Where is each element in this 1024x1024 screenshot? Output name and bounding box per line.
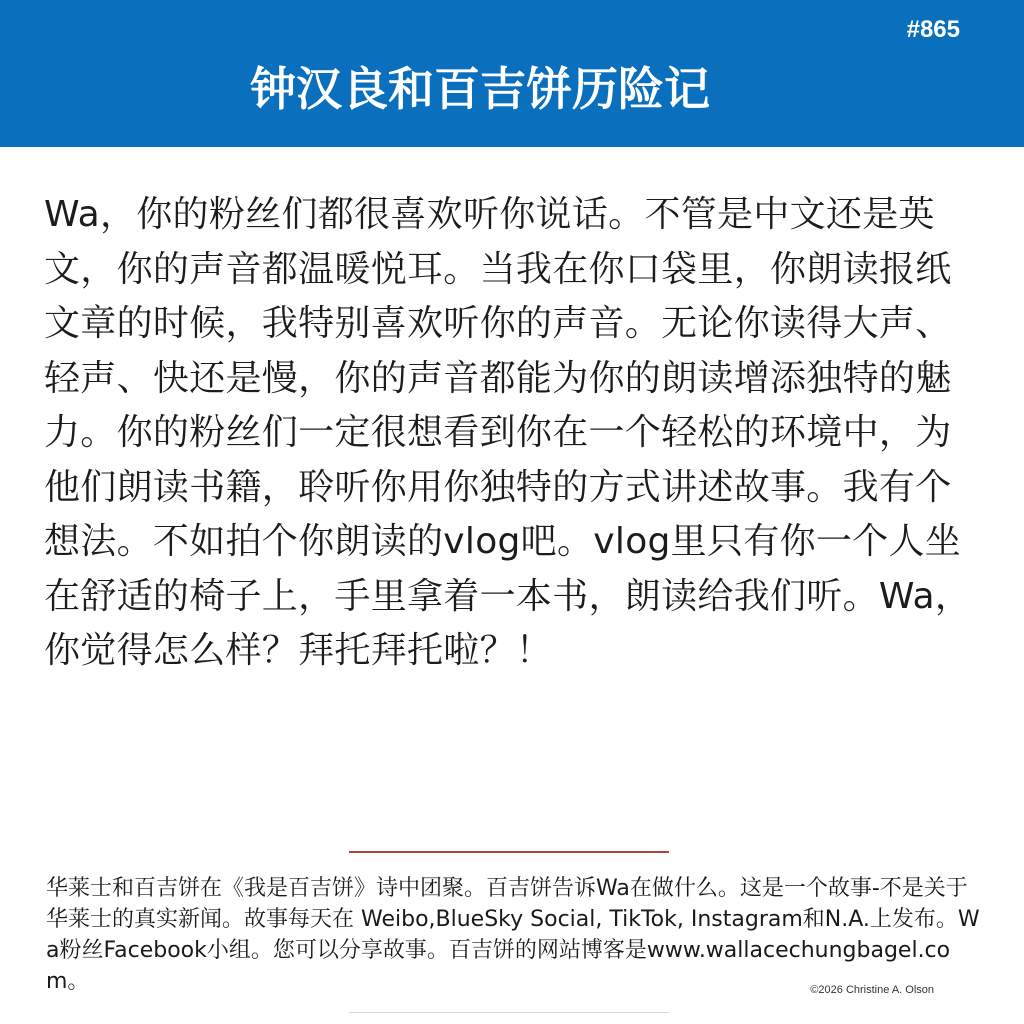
episode-number: #865 <box>906 16 960 43</box>
footer-note: 华莱士和百吉饼在《我是百吉饼》诗中团聚。百吉饼告诉Wa在做什么。这是一个故事-不是关于华莱士的真实新闻。故事每天在 Weibo,BlueSky Social, TikTok, Instagram和N.A.上发布。Wa粉丝Facebook小组。您可以分享故事。百吉饼的网站博客是www.wallacechungbagel.com。 <box>46 876 980 994</box>
header-banner <box>0 0 1024 147</box>
section-divider <box>349 851 669 853</box>
copyright-notice: ©2026 Christine A. Olson <box>810 984 934 996</box>
bottom-divider <box>349 1012 669 1013</box>
story-title: 钟汉良和百吉饼历险记 <box>250 62 710 116</box>
story-body: Wa，你的粉丝们都很喜欢听你说话。不管是中文还是英文，你的声音都温暖悦耳。当我在你口袋里，你朗读报纸文章的时候，我特别喜欢听你的声音。无论你读得大声、轻声、快还是慢，你的声音都能为你的朗读增添独特的魅力。你的粉丝们一定很想看到你在一个轻松的环境中，为他们朗读书籍，聆听你用你独特的方式讲述故事。我有个想法。不如拍个你朗读的vlog吧。vlog里只有你一个人坐在舒适的椅子上，手里拿着一本书，朗读给我们听。Wa，你觉得怎么样？拜托拜托啦？！ <box>44 194 972 671</box>
